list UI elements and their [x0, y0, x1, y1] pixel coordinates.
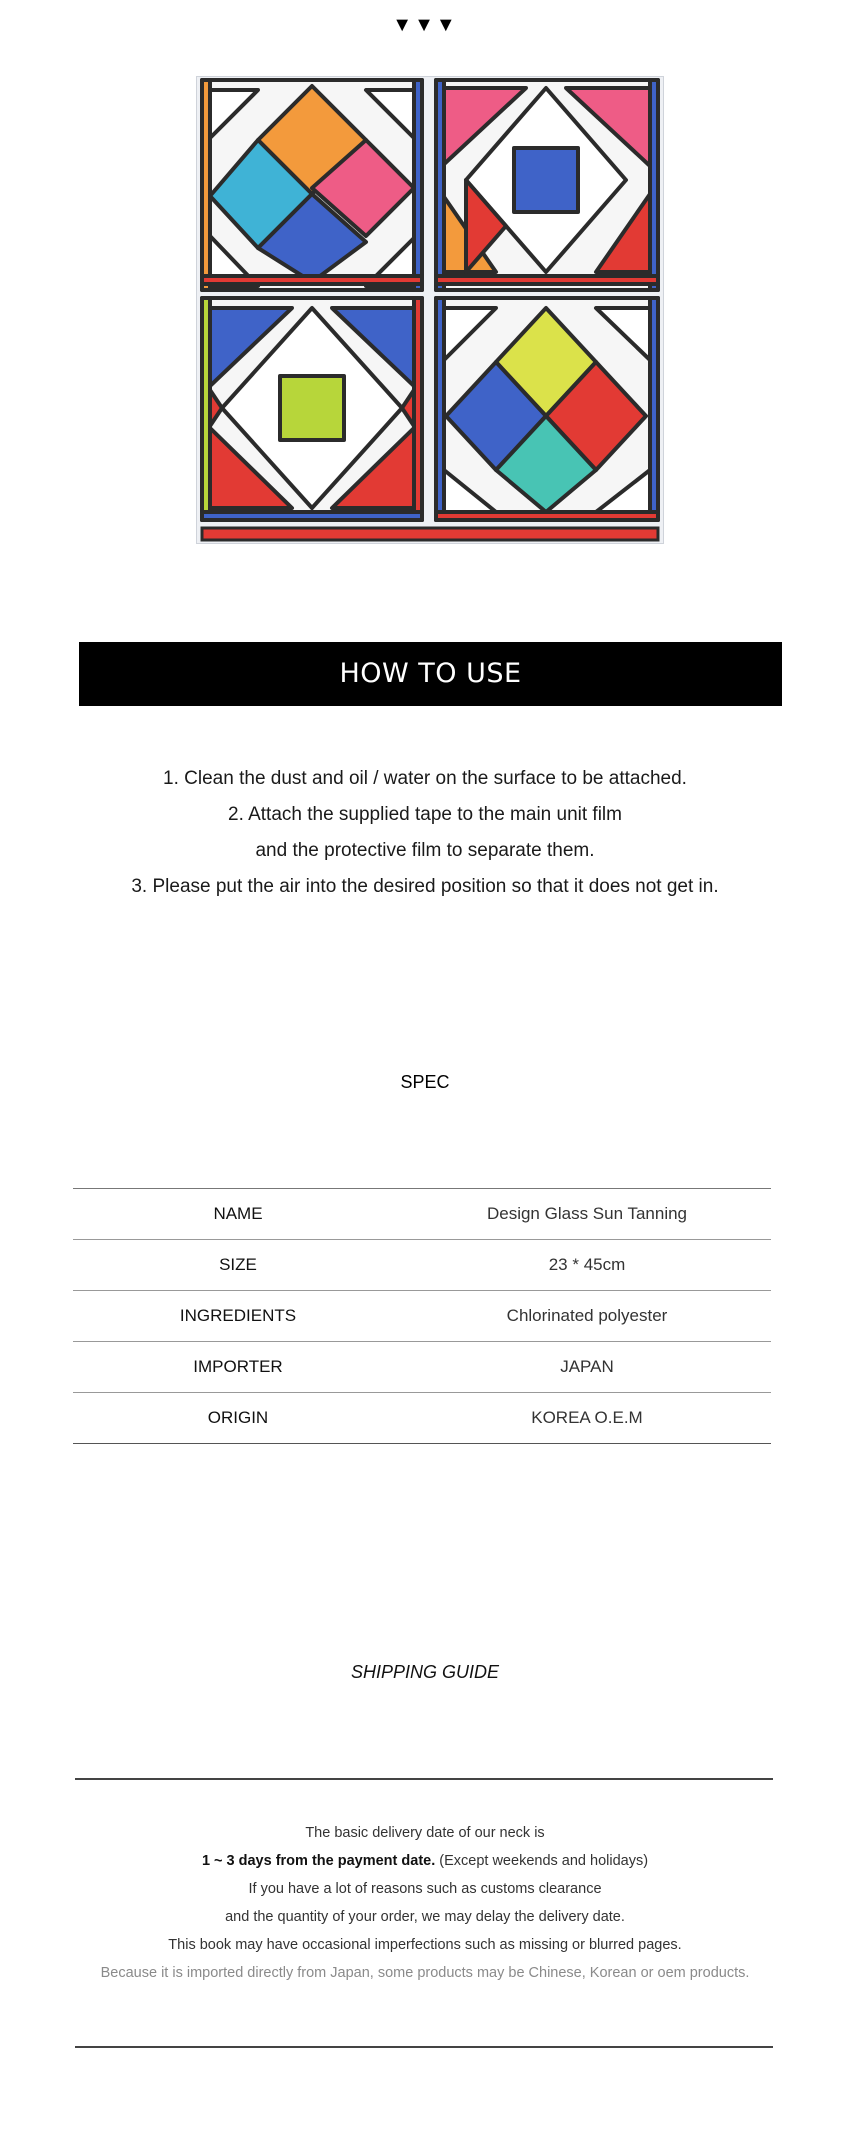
spec-row-ingredients	[73, 1291, 771, 1342]
down-arrows-icon: ▼▼▼	[392, 14, 458, 36]
spec-row-size	[73, 1240, 771, 1291]
shipping-guide-title: SHIPPING GUIDE	[350, 1662, 500, 1682]
shipping-text-line	[0, 1853, 850, 1869]
glass-tile-top-left	[202, 80, 422, 290]
shipping-days-note: (Except weekends and holidays)	[435, 1853, 649, 1869]
spec-key: ORIGIN	[207, 1408, 269, 1427]
spec-row-name	[73, 1189, 771, 1240]
spec-key: SIZE	[219, 1255, 257, 1274]
glass-tile-bottom-right	[436, 298, 658, 520]
shipping-text-line: Because it is imported directly from Japan, some products may be Chinese, Korean or oem products.	[100, 1965, 750, 1981]
spec-value: Chlorinated polyester	[506, 1306, 668, 1325]
how-to-use-banner	[79, 642, 782, 706]
spec-row-origin	[73, 1393, 771, 1444]
divider	[75, 2046, 773, 2048]
shipping-text-line: This book may have occasional imperfections such as missing or blurred pages.	[168, 1937, 682, 1953]
spec-key: NAME	[213, 1204, 263, 1223]
instruction-step-2-cont: and the protective film to separate them.	[255, 840, 595, 861]
spec-table	[73, 1188, 771, 1444]
glass-tile-top-right	[436, 80, 658, 290]
instruction-step-3: 3. Please put the air into the desired position so that it does not get in.	[131, 876, 719, 897]
product-image	[196, 76, 664, 544]
spec-row-importer	[73, 1342, 771, 1393]
spec-value: 23 * 45cm	[548, 1255, 626, 1274]
instruction-step-2: 2. Attach the supplied tape to the main unit film	[228, 804, 622, 825]
spec-key: INGREDIENTS	[179, 1306, 297, 1325]
shipping-text-line: and the quantity of your order, we may delay the delivery date.	[225, 1909, 625, 1925]
spec-key: IMPORTER	[193, 1357, 283, 1376]
shipping-days-bold: 1 ~ 3 days from the payment date.	[201, 1853, 436, 1869]
divider	[75, 1778, 773, 1780]
spec-value: JAPAN	[560, 1357, 614, 1376]
spec-value: Design Glass Sun Tanning	[486, 1204, 688, 1223]
spec-title: SPEC	[400, 1072, 450, 1092]
spec-value: KOREA O.E.M	[531, 1408, 643, 1427]
shipping-text-line: The basic delivery date of our neck is	[305, 1825, 545, 1841]
shipping-text-line: If you have a lot of reasons such as customs clearance	[248, 1881, 602, 1897]
how-to-use-title: HOW TO USE	[339, 658, 522, 689]
instruction-step-1: 1. Clean the dust and oil / water on the surface to be attached.	[163, 768, 687, 789]
glass-tile-bottom-left	[202, 298, 422, 520]
